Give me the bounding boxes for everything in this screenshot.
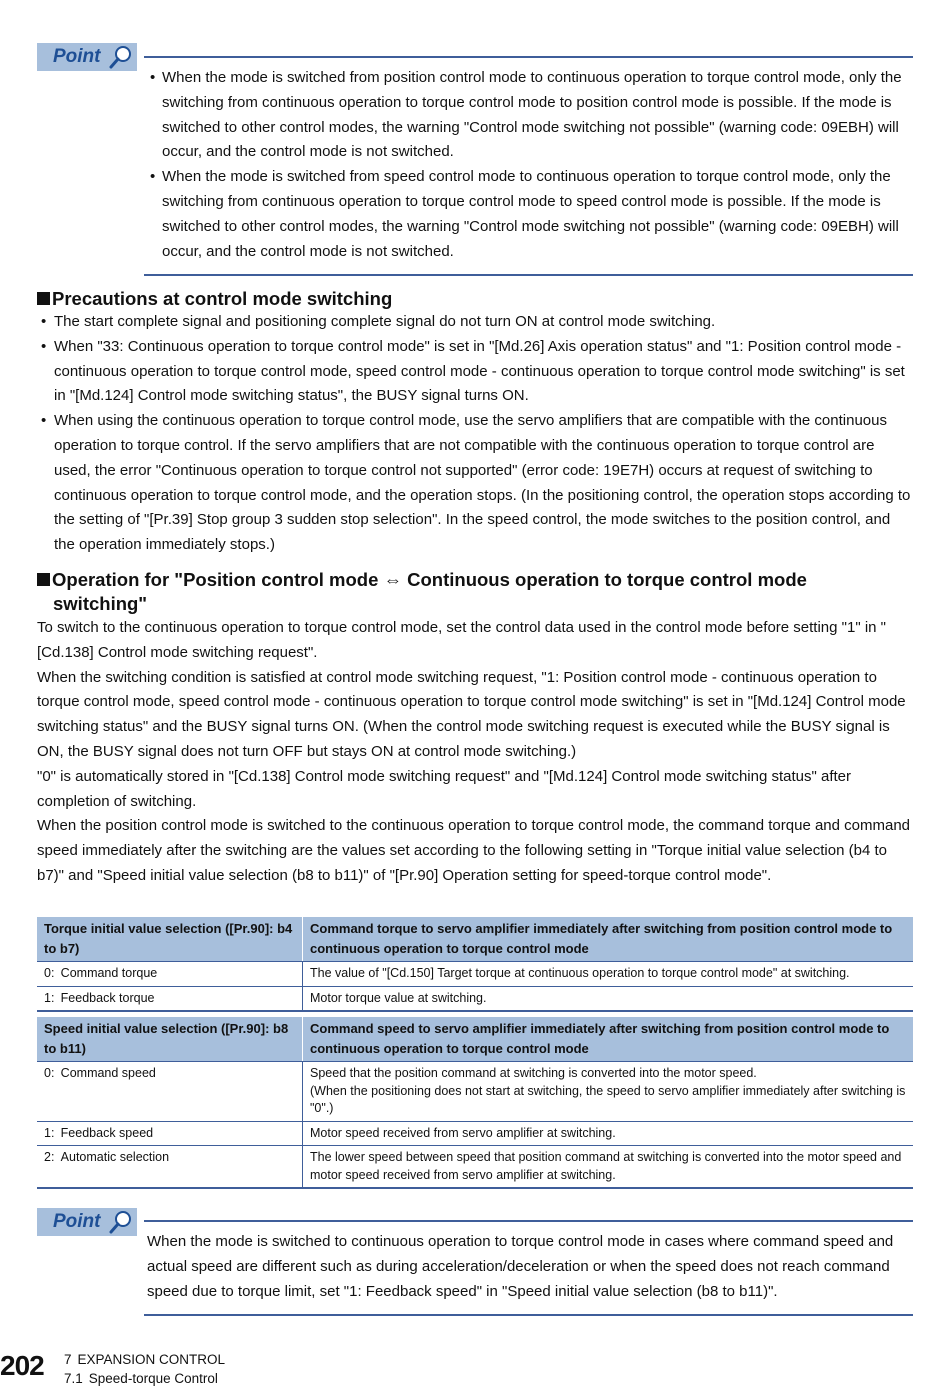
- list-item: • The start complete signal and positioning complete signal do not turn ON at control mode switching.: [37, 310, 913, 335]
- torque-initial-table: [37, 917, 913, 1012]
- table-row: [37, 962, 913, 987]
- point-box: [144, 1220, 913, 1316]
- paragraph: To switch to the continuous operation to torque control mode, set the control data used in the control mode before setting "1" in "[Cd.138] Control mode switching request".: [37, 619, 886, 661]
- list-item: • When using the continuous operation to torque control mode, use the servo amplifiers that are compatible with the continuous operation to torque control. If the servo amplifiers that are not compatible with the continuous operation to torque control are used, the error "Continuous operation to torque control not supported" (error code: 19E7H) occurs at request of switching to continuous operation to torque control mode, and the operation stops. (In the positioning control, the operation stops according to the setting of "[Pr.39] Stop group 3 sudden stop selection". In the speed control, the mode switches to the position control, and the operation immediately stops.): [37, 409, 913, 558]
- paragraph: "0" is automatically stored in "[Cd.138] Control mode switching request" and "[Md.124] Control mode switching status" after completion of switching.: [37, 767, 852, 810]
- table-cell: Motor torque value at switching.: [303, 986, 914, 1011]
- chapter-title: EXPANSION CONTROL: [77, 1352, 226, 1367]
- point-label: Point: [53, 46, 101, 67]
- section-heading: [37, 568, 807, 616]
- point-badge: [37, 43, 137, 71]
- paragraph: When the position control mode is switched to the continuous operation to torque control mode, the command torque and command speed immediately after the switching are the values set according to the following setting in "Torque initial value selection (b4 to b7)" and "Speed initial value selection (b8 to b11)" of "[Pr.90] Operation setting for speed-torque control mode".: [37, 817, 911, 884]
- section-number: 7.1: [64, 1371, 83, 1386]
- point-text: When the mode is switched to continuous operation to torque control mode in cases where command speed and actual speed are different such as during acceleration/deceleration or when the speed does not reach command speed due to torque limit, set "1: Feedback speed" in "Speed initial value selection (b8 to b11)".: [147, 1233, 894, 1300]
- list-item: • When "33: Continuous operation to torque control mode" is set in "[Md.26] Axis operation status" and "1: Position control mode - continuous operation to torque control mode, speed control mode - continuous operation to torque control mode switching" is set in "[Md.124] Control mode switching status", the BUSY signal turns ON.: [37, 335, 913, 409]
- square-bullet-icon: [37, 573, 50, 586]
- section-line: [64, 1369, 231, 1388]
- table-cell: The value of "[Cd.150] Target torque at continuous operation to torque control mode" at switching.: [303, 962, 914, 987]
- table-header: Torque initial value selection ([Pr.90]: b4 to b7): [37, 917, 303, 962]
- heading-text: switching": [53, 593, 148, 614]
- magnifier-icon: [106, 1209, 134, 1235]
- chapter-line: [64, 1350, 231, 1369]
- table-row: [37, 1062, 913, 1122]
- operation-body: [37, 616, 913, 889]
- table-cell: The lower speed between speed that position command at switching is converted into the motor speed and motor speed received from servo amplifier at switching.: [303, 1146, 914, 1189]
- table-header: Command torque to servo amplifier immediately after switching from position control mode to continuous operation to torque control mode: [303, 917, 914, 962]
- cell-text: (When the positioning does not start at switching, the speed to servo amplifier immediately after switching is "0".): [310, 1083, 906, 1115]
- point-label: Point: [53, 1211, 101, 1232]
- table-cell: 1: Feedback torque: [37, 986, 303, 1011]
- table-row: [37, 986, 913, 1011]
- table-header: Command speed to servo amplifier immediately after switching from position control mode to continuous operation to torque control mode: [303, 1017, 914, 1062]
- point-bullet: • When the mode is switched from position control mode to continuous operation to torque control mode, only the switching from continuous operation to torque control mode to position control mode is possible. If the mode is switched to other control modes, the warning "Control mode switching not possible" (warning code: 09EBH) will occur, and the control mode is not switched.: [144, 66, 909, 165]
- section-title: Speed-torque Control: [88, 1371, 218, 1386]
- point-box: [144, 56, 913, 276]
- paragraph: When the switching condition is satisfied at control mode switching request, "1: Position control mode - continuous operation to torque control mode, speed control mode - continuous operation to torque control mode switching" is set in "[Md.124] Control mode switching status" and the BUSY signal turns ON. (When the control mode switching request is executed while the BUSY signal is ON, the BUSY signal does not turn OFF but stays ON at control mode switching.): [37, 668, 906, 760]
- table-header: Speed initial value selection ([Pr.90]: b8 to b11): [37, 1017, 303, 1062]
- cell-text: Speed that the position command at switching is converted into the motor speed.: [310, 1066, 757, 1080]
- precautions-list: [37, 310, 913, 558]
- table-cell: 2: Automatic selection: [37, 1146, 303, 1189]
- table-cell: Motor speed received from servo amplifier at switching.: [303, 1121, 914, 1146]
- table-cell: 1: Feedback speed: [37, 1121, 303, 1146]
- chapter-info: [64, 1350, 231, 1388]
- point-bullet: • When the mode is switched from speed control mode to continuous operation to torque control mode, only the switching from continuous operation to torque control mode to speed control mode is possible. If the mode is switched to other control modes, the warning "Control mode switching not possible" (warning code: 09EBH) will occur, and the control mode is not switched.: [144, 165, 909, 264]
- heading-text: Operation for "Position control mode ⇔ Continuous operation to torque control mode: [52, 569, 807, 590]
- magnifier-icon: [106, 44, 134, 70]
- table-cell: 0: Command speed: [37, 1062, 303, 1122]
- chapter-number: 7: [64, 1352, 72, 1367]
- speed-initial-table: [37, 1017, 913, 1189]
- table-row: [37, 1121, 913, 1146]
- heading-text: Precautions at control mode switching: [52, 288, 393, 309]
- page-number: 202: [0, 1350, 44, 1381]
- table-row: [37, 1146, 913, 1189]
- square-bullet-icon: [37, 292, 50, 305]
- table-header-row: [37, 1017, 913, 1062]
- table-header-row: [37, 917, 913, 962]
- table-cell: 0: Command torque: [37, 962, 303, 987]
- table-cell: [303, 1062, 914, 1122]
- point-badge: [37, 1208, 137, 1236]
- section-heading: [37, 287, 392, 311]
